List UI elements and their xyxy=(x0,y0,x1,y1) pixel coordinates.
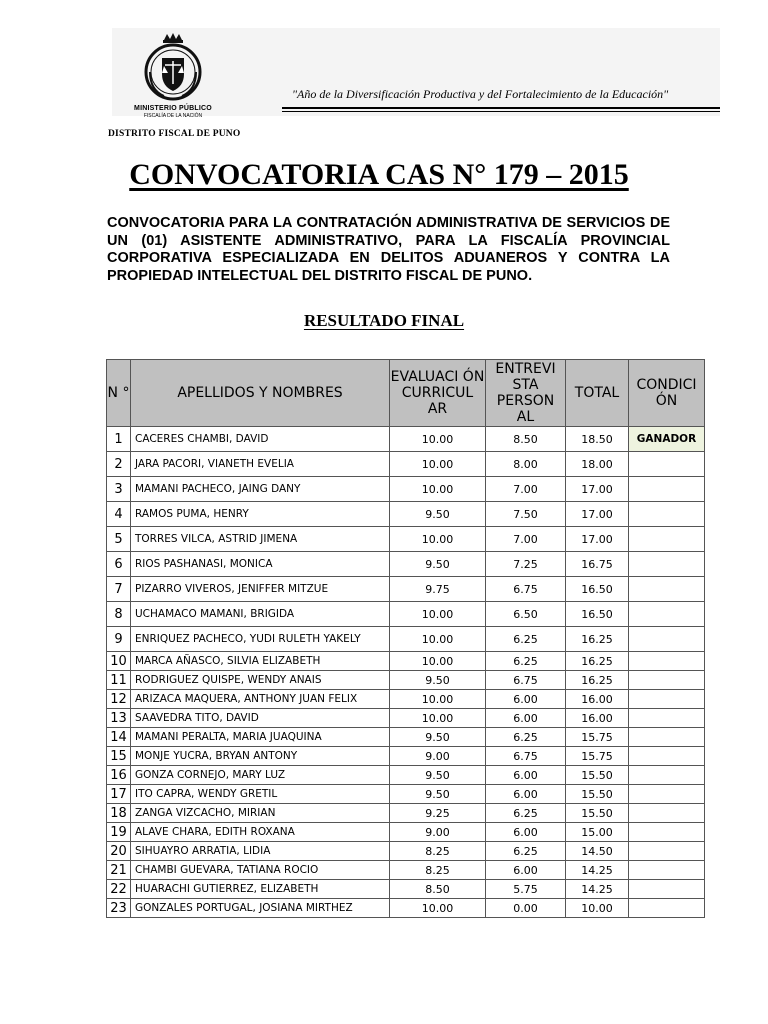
row-name: JARA PACORI, VIANETH EVELIA xyxy=(131,452,390,477)
table-row xyxy=(107,804,705,823)
row-name: PIZARRO VIVEROS, JENIFFER MITZUE xyxy=(131,577,390,602)
row-eval: 10.00 xyxy=(390,477,486,502)
row-name: MARCA AÑASCO, SILVIA ELIZABETH xyxy=(131,652,390,671)
row-number: 6 xyxy=(107,552,131,577)
row-eval: 10.00 xyxy=(390,527,486,552)
row-eval: 9.50 xyxy=(390,728,486,747)
row-total: 14.25 xyxy=(566,861,629,880)
table-row xyxy=(107,671,705,690)
header-num: N ° xyxy=(107,360,131,427)
row-name: HUARACHI GUTIERREZ, ELIZABETH xyxy=(131,880,390,899)
row-entrevista: 6.25 xyxy=(486,842,566,861)
row-condicion xyxy=(629,880,705,899)
row-eval: 10.00 xyxy=(390,652,486,671)
row-eval: 10.00 xyxy=(390,899,486,918)
row-entrevista: 6.25 xyxy=(486,804,566,823)
row-name: RIOS PASHANASI, MONICA xyxy=(131,552,390,577)
row-name: GONZA CORNEJO, MARY LUZ xyxy=(131,766,390,785)
row-name: GONZALES PORTUGAL, JOSIANA MIRTHEZ xyxy=(131,899,390,918)
table-row xyxy=(107,842,705,861)
table-row xyxy=(107,527,705,552)
row-number: 7 xyxy=(107,577,131,602)
row-total: 15.75 xyxy=(566,747,629,766)
logo-line-fiscalia: FISCALÍA DE LA NACIÓN xyxy=(143,113,203,119)
row-eval: 9.50 xyxy=(390,766,486,785)
row-entrevista: 7.00 xyxy=(486,527,566,552)
row-entrevista: 6.25 xyxy=(486,728,566,747)
document-title: CONVOCATORIA CAS N° 179 – 2015 xyxy=(129,158,629,191)
row-entrevista: 8.00 xyxy=(486,452,566,477)
row-number: 5 xyxy=(107,527,131,552)
row-name: UCHAMACO MAMANI, BRIGIDA xyxy=(131,602,390,627)
row-entrevista: 6.75 xyxy=(486,747,566,766)
row-condicion: GANADOR xyxy=(629,427,705,452)
row-entrevista: 6.00 xyxy=(486,785,566,804)
row-condicion xyxy=(629,785,705,804)
row-condicion xyxy=(629,804,705,823)
row-total: 17.00 xyxy=(566,502,629,527)
row-name: MAMANI PERALTA, MARIA JUAQUINA xyxy=(131,728,390,747)
row-condicion xyxy=(629,690,705,709)
row-total: 16.50 xyxy=(566,577,629,602)
row-eval: 9.50 xyxy=(390,502,486,527)
row-eval: 8.25 xyxy=(390,842,486,861)
row-total: 15.00 xyxy=(566,823,629,842)
row-number: 16 xyxy=(107,766,131,785)
row-number: 20 xyxy=(107,842,131,861)
row-total: 16.25 xyxy=(566,627,629,652)
letterhead-rule xyxy=(282,107,720,109)
row-number: 22 xyxy=(107,880,131,899)
row-entrevista: 5.75 xyxy=(486,880,566,899)
row-number: 18 xyxy=(107,804,131,823)
row-total: 16.00 xyxy=(566,709,629,728)
row-condicion xyxy=(629,552,705,577)
row-entrevista: 7.50 xyxy=(486,502,566,527)
row-number: 8 xyxy=(107,602,131,627)
table-row xyxy=(107,728,705,747)
row-condicion xyxy=(629,452,705,477)
row-eval: 9.00 xyxy=(390,747,486,766)
row-number: 9 xyxy=(107,627,131,652)
row-number: 19 xyxy=(107,823,131,842)
row-eval: 10.00 xyxy=(390,709,486,728)
row-total: 14.25 xyxy=(566,880,629,899)
table-row xyxy=(107,861,705,880)
row-total: 17.00 xyxy=(566,527,629,552)
table-row xyxy=(107,823,705,842)
row-eval: 10.00 xyxy=(390,602,486,627)
table-row xyxy=(107,747,705,766)
row-total: 16.75 xyxy=(566,552,629,577)
row-total: 15.50 xyxy=(566,785,629,804)
row-entrevista: 6.00 xyxy=(486,861,566,880)
row-condicion xyxy=(629,899,705,918)
row-eval: 8.50 xyxy=(390,880,486,899)
row-name: SIHUAYRO ARRATIA, LIDIA xyxy=(131,842,390,861)
row-condicion xyxy=(629,861,705,880)
row-name: ALAVE CHARA, EDITH ROXANA xyxy=(131,823,390,842)
table-row xyxy=(107,427,705,452)
row-number: 2 xyxy=(107,452,131,477)
row-name: CACERES CHAMBI, DAVID xyxy=(131,427,390,452)
row-entrevista: 7.25 xyxy=(486,552,566,577)
row-name: RODRIGUEZ QUISPE, WENDY ANAIS xyxy=(131,671,390,690)
row-entrevista: 0.00 xyxy=(486,899,566,918)
row-name: MONJE YUCRA, BRYAN ANTONY xyxy=(131,747,390,766)
row-number: 4 xyxy=(107,502,131,527)
row-condicion xyxy=(629,728,705,747)
letterhead-rule-thin xyxy=(282,111,720,112)
header-entrevista: ENTREVI STA PERSON AL xyxy=(486,360,566,427)
row-entrevista: 8.50 xyxy=(486,427,566,452)
row-name: SAAVEDRA TITO, DAVID xyxy=(131,709,390,728)
document-description: CONVOCATORIA PARA LA CONTRATACIÓN ADMINISTRATIVA DE SERVICIOS DE UN (01) ASISTENTE ADMINISTRATIVO, PARA LA FISCALÍA PROVINCIAL CORPORATIVA ESPECIALIZADA EN DELITOS ADUANEROS Y CONTRA LA PROPIEDAD INTELECTUAL DEL DISTRITO FISCAL DE PUNO. xyxy=(107,215,670,284)
row-condicion xyxy=(629,627,705,652)
row-condicion xyxy=(629,671,705,690)
row-number: 21 xyxy=(107,861,131,880)
ministerio-publico-logo xyxy=(128,32,218,128)
row-name: TORRES VILCA, ASTRID JIMENA xyxy=(131,527,390,552)
row-total: 17.00 xyxy=(566,477,629,502)
row-total: 16.25 xyxy=(566,652,629,671)
row-condicion xyxy=(629,823,705,842)
row-entrevista: 6.75 xyxy=(486,671,566,690)
row-condicion xyxy=(629,477,705,502)
row-eval: 9.50 xyxy=(390,785,486,804)
row-number: 17 xyxy=(107,785,131,804)
row-condicion xyxy=(629,652,705,671)
row-number: 15 xyxy=(107,747,131,766)
row-total: 14.50 xyxy=(566,842,629,861)
row-condicion xyxy=(629,602,705,627)
row-number: 10 xyxy=(107,652,131,671)
row-eval: 10.00 xyxy=(390,427,486,452)
table-row xyxy=(107,652,705,671)
row-name: ZANGA VIZCACHO, MIRIAN xyxy=(131,804,390,823)
row-name: MAMANI PACHECO, JAING DANY xyxy=(131,477,390,502)
header-name: APELLIDOS Y NOMBRES xyxy=(131,360,390,427)
table-row xyxy=(107,552,705,577)
logo-line-ministerio: MINISTERIO PÚBLICO xyxy=(134,105,212,112)
row-name: RAMOS PUMA, HENRY xyxy=(131,502,390,527)
row-entrevista: 6.00 xyxy=(486,823,566,842)
row-name: ENRIQUEZ PACHECO, YUDI RULETH YAKELY xyxy=(131,627,390,652)
table-row xyxy=(107,502,705,527)
row-eval: 9.50 xyxy=(390,671,486,690)
row-number: 3 xyxy=(107,477,131,502)
table-row xyxy=(107,766,705,785)
row-name: ARIZACA MAQUERA, ANTHONY JUAN FELIX xyxy=(131,690,390,709)
row-number: 23 xyxy=(107,899,131,918)
row-total: 16.50 xyxy=(566,602,629,627)
row-entrevista: 6.50 xyxy=(486,602,566,627)
results-table xyxy=(106,359,705,918)
row-name: ITO CAPRA, WENDY GRETIL xyxy=(131,785,390,804)
crest-icon xyxy=(138,32,208,104)
row-eval: 9.50 xyxy=(390,552,486,577)
row-eval: 9.00 xyxy=(390,823,486,842)
row-condicion xyxy=(629,709,705,728)
row-total: 18.00 xyxy=(566,452,629,477)
row-entrevista: 6.25 xyxy=(486,652,566,671)
row-total: 16.00 xyxy=(566,690,629,709)
table-row xyxy=(107,880,705,899)
table-header-row xyxy=(107,360,705,427)
table-row xyxy=(107,627,705,652)
row-eval: 9.75 xyxy=(390,577,486,602)
row-number: 13 xyxy=(107,709,131,728)
row-condicion xyxy=(629,766,705,785)
row-total: 15.75 xyxy=(566,728,629,747)
table-row xyxy=(107,577,705,602)
row-entrevista: 6.00 xyxy=(486,766,566,785)
row-name: CHAMBI GUEVARA, TATIANA ROCIO xyxy=(131,861,390,880)
row-eval: 8.25 xyxy=(390,861,486,880)
row-total: 15.50 xyxy=(566,766,629,785)
row-condicion xyxy=(629,842,705,861)
header-eval: EVALUACI ÓN CURRICUL AR xyxy=(390,360,486,427)
row-entrevista: 6.00 xyxy=(486,709,566,728)
table-row xyxy=(107,690,705,709)
header-condicion: CONDICI ÓN xyxy=(629,360,705,427)
row-number: 14 xyxy=(107,728,131,747)
row-eval: 10.00 xyxy=(390,690,486,709)
table-row xyxy=(107,602,705,627)
header-total: TOTAL xyxy=(566,360,629,427)
row-number: 12 xyxy=(107,690,131,709)
row-total: 15.50 xyxy=(566,804,629,823)
row-total: 18.50 xyxy=(566,427,629,452)
row-entrevista: 6.25 xyxy=(486,627,566,652)
row-entrevista: 6.00 xyxy=(486,690,566,709)
row-number: 1 xyxy=(107,427,131,452)
section-subtitle: RESULTADO FINAL xyxy=(303,311,465,330)
row-number: 11 xyxy=(107,671,131,690)
row-condicion xyxy=(629,747,705,766)
row-entrevista: 6.75 xyxy=(486,577,566,602)
row-condicion xyxy=(629,577,705,602)
row-total: 10.00 xyxy=(566,899,629,918)
year-motto: "Año de la Diversificación Productiva y del Fortalecimiento de la Educación" xyxy=(292,87,669,101)
distrito-fiscal-label: DISTRITO FISCAL DE PUNO xyxy=(108,129,241,139)
row-entrevista: 7.00 xyxy=(486,477,566,502)
table-row xyxy=(107,477,705,502)
table-row xyxy=(107,452,705,477)
row-eval: 10.00 xyxy=(390,627,486,652)
row-eval: 10.00 xyxy=(390,452,486,477)
table-row xyxy=(107,709,705,728)
row-eval: 9.25 xyxy=(390,804,486,823)
table-row xyxy=(107,785,705,804)
row-condicion xyxy=(629,502,705,527)
row-total: 16.25 xyxy=(566,671,629,690)
table-row xyxy=(107,899,705,918)
row-condicion xyxy=(629,527,705,552)
results-table-body xyxy=(107,427,705,918)
